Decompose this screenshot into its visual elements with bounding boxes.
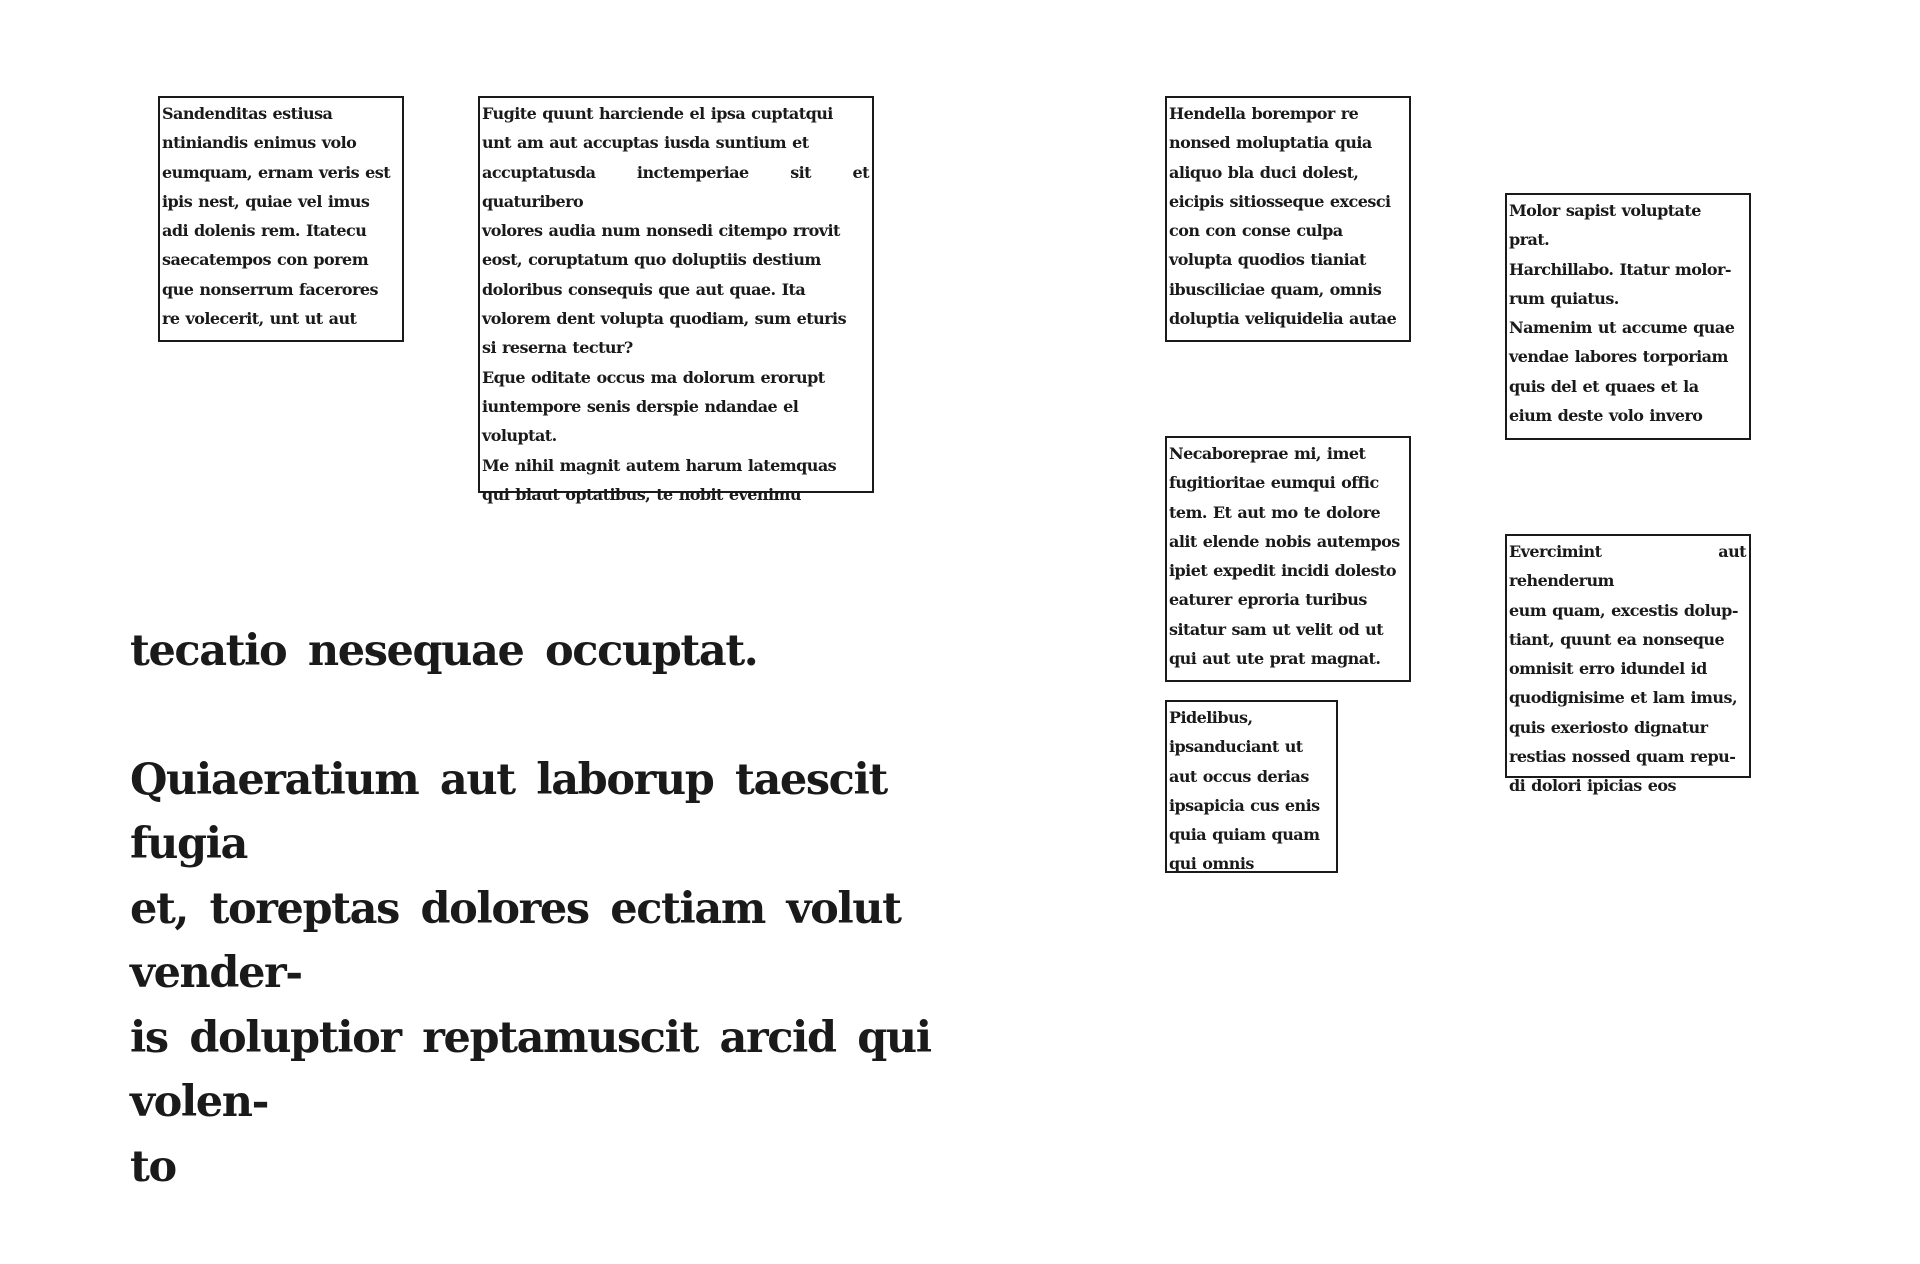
text-box-7 [1165, 700, 1338, 873]
text-box-4-paragraph-3: Namenim ut accume quae vendae labores torporiam quis del et quaes et la eium deste volo invero [1509, 318, 1735, 426]
text-box-6-paragraph-1: Evercimint aut rehenderum eum quam, excestis dolup- tiant, quunt ea nonseque omnisit erro idundel id quodignisime et lam imus, quis exeriosto dignatur restias nossed quam repu- di dolori ipicias eos [1509, 542, 1746, 796]
text-box-1 [158, 96, 404, 342]
large-text-paragraph-1: tecatio nesequae occuptat. [130, 625, 758, 676]
text-box-2 [478, 96, 874, 504]
text-box-4-paragraph-1: Molor sapist voluptate prat. [1509, 201, 1701, 250]
text-box-2-paragraph-2: Eque oditate occus ma dolorum erorupt iuntempore senis derspie ndandae el voluptat. [482, 367, 825, 446]
text-box-6 [1505, 534, 1751, 796]
text-box-5-paragraph-1: Necaboreprae mi, imet fugitioritae eumqui offic tem. Et aut mo te dolore alit elende nobis autempos ipiet expedit incidi dolesto eaturer eproria turibus sitatur sam ut velit od ut qui aut ute prat magnat. [1169, 444, 1400, 669]
text-box-7-paragraph-1: Pidelibus, ipsanduciant ut aut occus derias ipsapicia cus enis quia quiam quam qui omnis [1169, 708, 1320, 874]
text-box-2-paragraph-3: Me nihil magnit autem harum latemquas qui blaut optatibus, te nobit evenimu [482, 455, 837, 504]
text-box-1-paragraph-1: Sandenditas estiusa ntiniandis enimus volo eumquam, ernam veris est ipis nest, quiae vel imus adi dolenis rem. Itatecu saecatempos con porem que nonserrum facerores re volecerit, unt ut aut [162, 104, 391, 329]
text-box-5 [1165, 436, 1411, 682]
text-box-3 [1165, 96, 1411, 342]
large-text-paragraph-2: Quiaeratium aut laborup taescit fugia et, toreptas dolores ectiam volut vender- is doluptior reptamuscit arcid qui volen- to [130, 754, 931, 1192]
text-box-3-paragraph-1: Hendella borempor re nonsed moluptatia quia aliquo bla duci dolest, eicipis sitiosseque excesci con con conse culpa volupta quodios tianiat ibusciliciae quam, omnis doluptia veliquidelia autae [1169, 104, 1397, 329]
text-box-2-paragraph-1: Fugite quunt harciende el ipsa cuptatqui unt am aut accuptas iusda suntium et accuptatusda inctemperiae sit et quaturibero volores audia num nonsedi citempo rrovit eost, coruptatum quo doluptiis destium doloribus consequis que aut quae. Ita volorem dent volupta quodiam, sum eturis si reserna tectur? [482, 104, 869, 358]
large-text-block [130, 554, 942, 1264]
text-box-4 [1505, 193, 1751, 440]
text-box-4-paragraph-2: Harchillabo. Itatur molor- rum quiatus. [1509, 259, 1731, 308]
